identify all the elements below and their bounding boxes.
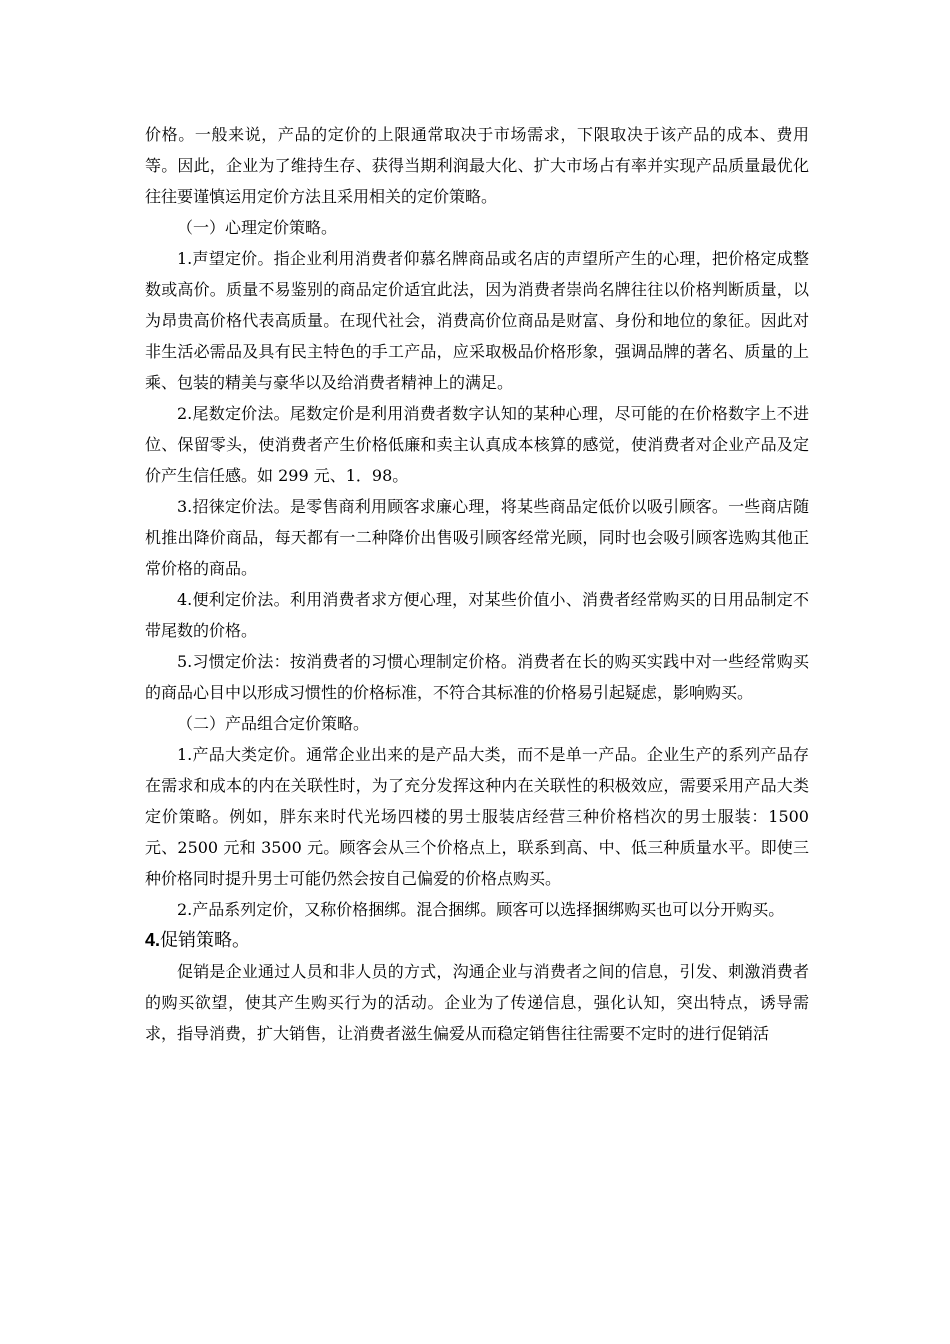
paragraph-loss-leader-pricing: 3.招徕定价法。是零售商利用顾客求廉心理，将某些商品定低价以吸引顾客。一些商店随机推出降价商品，每天都有一二种降价出售吸引顾客经常光顾，同时也会吸引顾客选购其他正常价格的商品。 xyxy=(145,497,809,578)
paragraph-bundle-pricing: 2.产品系列定价，又称价格捆绑。混合捆绑。顾客可以选择捆绑购买也可以分开购买。 xyxy=(177,900,785,919)
paragraph-pricing-intro: 价格。一般来说，产品的定价的上限通常取决于市场需求，下限取决于该产品的成本、费用等。因此，企业为了维持生存、获得当期利润最大化、扩大市场占有率并实现产品质量最优化往往要谨慎运用定价方法且采用相关的定价策略。 xyxy=(145,125,809,206)
paragraph-product-line-pricing: 1.产品大类定价。通常企业出来的是产品大类，而不是单一产品。企业生产的系列产品存在需求和成本的内在关联性时，为了充分发挥这种内在关联性的积极效应，需要采用产品大类定价策略。例如，胖东来时代光场四楼的男士服装店经营三种价格档次的男士服装：1500 元、2500 元和 3500 元。顾客会从三个价格点上，联系到高、中、低三种质量水平。即使三种价格同时提升男士可能仍然会按自己偏爱的价格点购买。 xyxy=(145,745,809,888)
paragraph-odd-pricing: 2.尾数定价法。尾数定价是利用消费者数字认知的某种心理，尽可能的在价格数字上不进位、保留零头，使消费者产生价格低廉和卖主认真成本核算的感觉，使消费者对企业产品及定价产生信任感。如 299 元、1．98。 xyxy=(145,404,809,485)
paragraph-promotion-definition: 促销是企业通过人员和非人员的方式，沟通企业与消费者之间的信息，引发、刺激消费者的购买欲望，使其产生购买行为的活动。企业为了传递信息，强化认知，突出特点，诱导需求，指导消费，扩大销售，让消费者滋生偏爱从而稳定销售往往需要不定时的进行促销活 xyxy=(145,962,809,1043)
section-number: 4. xyxy=(145,930,161,950)
subheading-psychological-pricing: （一）心理定价策略。 xyxy=(177,218,338,237)
subheading-product-mix-pricing: （二）产品组合定价策略。 xyxy=(177,714,370,733)
paragraph-customary-pricing: 5.习惯定价法：按消费者的习惯心理制定价格。消费者在长的购买实践中对一些经常购买的商品心目中以形成习惯性的价格标准，不符合其标准的价格易引起疑虑，影响购买。 xyxy=(145,652,809,702)
section-title: 促销策略。 xyxy=(160,930,251,951)
document-page xyxy=(145,119,809,1049)
section-heading-promotion xyxy=(145,925,809,956)
paragraph-prestige-pricing: 1.声望定价。指企业利用消费者仰慕名牌商品或名店的声望所产生的心理，把价格定成整数或高价。质量不易鉴别的商品定价适宜此法，因为消费者崇尚名牌往往以价格判断质量，以为昂贵高价格代表高质量。在现代社会，消费高价位商品是财富、身份和地位的象征。因此对非生活必需品及具有民主特色的手工产品，应采取极品价格形象，强调品牌的著名、质量的上乘、包装的精美与豪华以及给消费者精神上的满足。 xyxy=(145,249,809,392)
paragraph-convenience-pricing: 4.便利定价法。利用消费者求方便心理，对某些价值小、消费者经常购买的日用品制定不带尾数的价格。 xyxy=(145,590,809,640)
